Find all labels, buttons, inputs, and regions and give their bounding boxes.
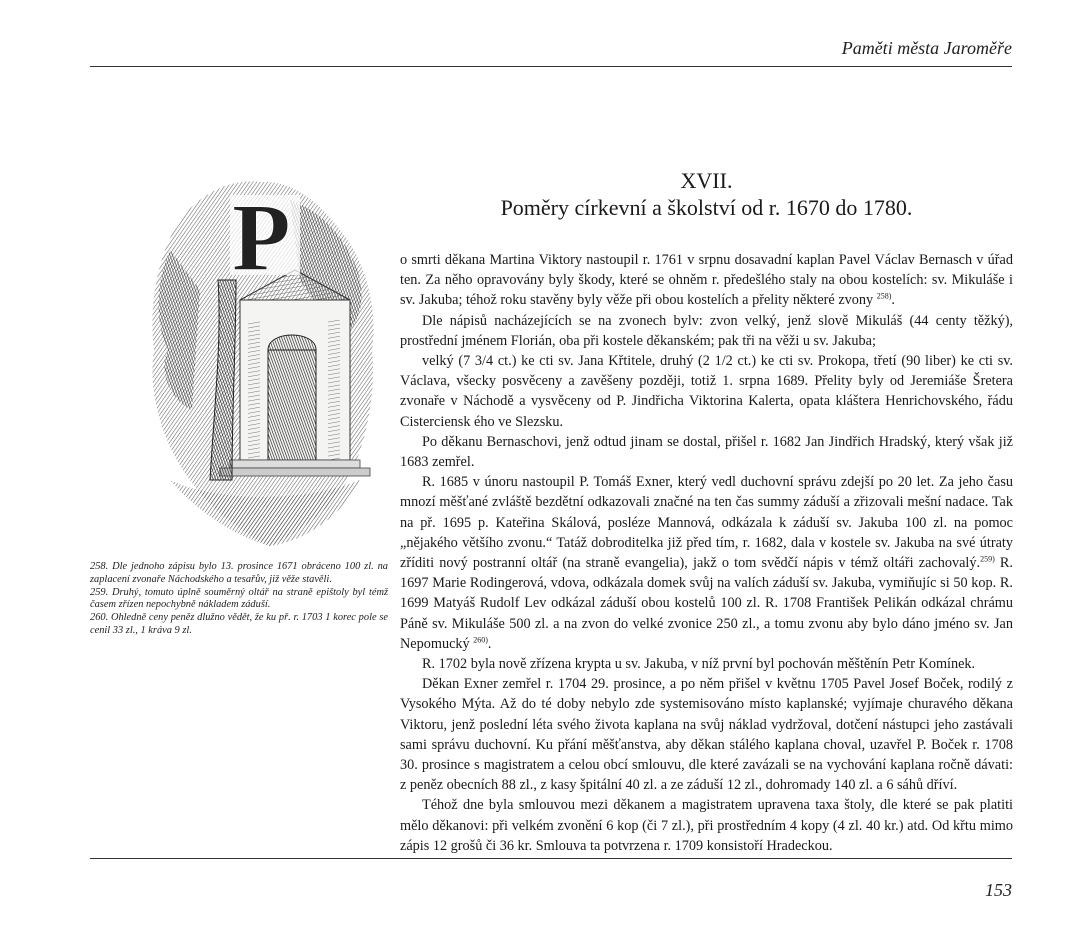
paragraph-4: Po děkanu Bernaschovi, jenž odtud jinam se dostal, přišel r. 1682 Jan Jindřich Hradský, který však již 1683 zemřel.: [400, 433, 1013, 471]
chapter-title: Poměry církevní a školství od r. 1670 do 1780.: [500, 195, 913, 220]
footer-rule: [90, 858, 1012, 859]
svg-text:P: P: [232, 184, 291, 291]
header-rule: [90, 66, 1012, 67]
footnote-260: 260. Ohledně ceny peněz dlužno vědět, že ku př. r. 1703 1 korec pole se cenil 33 zl., 1 kráva 9 zl.: [90, 612, 388, 636]
footnotes: [90, 561, 388, 638]
chapter-number: XVII.: [680, 168, 733, 193]
footnote-ref-258: 258): [876, 291, 892, 301]
paragraph-3: velký (7 3/4 ct.) ke cti sv. Jana Křtitele, druhý (2 1/2 ct.) ke cti sv. Prokopa, třetí (90 liber) ke cti sv. Václava, všecky posvěceny a zavěšeny později, totiž 1. srpna 1689. Přelity byly od Jeremiáše Šretera zvonaře v Náchodě a vysvěceny od P. Jindřicha Viktorina Kalerta, opata kláštera Henrichovského, řádu Cisterciensk ého ve Slezsku.: [400, 353, 1013, 430]
footnote-ref-259: 259): [980, 554, 995, 564]
chapter-heading: [400, 168, 1013, 222]
running-header: Paměti města Jaroměře: [841, 38, 1012, 58]
body-text: [400, 250, 1013, 856]
paragraph-2: Dle nápisů nacházejících se na zvonech bylv: zvon velký, jenž slově Mikuláš (44 centy těžký), prostřední jménem Florián, oba při kostele děkanském; pak tři na věži u sv. Jakuba;: [400, 312, 1013, 349]
footnote-259: 259. Druhý, tomuto úplně souměrný oltář na straně epištoly byl témž časem zřízen nepochybně nákladem záduší.: [90, 586, 388, 611]
paragraph-7: Děkan Exner zemřel r. 1704 29. prosince, a po něm přišel v květnu 1705 Pavel Josef Boček, rodilý z Vysokého Mýta. Až do té doby nebylo zde systemisováno místo kaplanské; vyjímaje churavého děkana Viktoru, jenž poslední léta svého života kaplana na svůj náklad vydržoval, dotčení nástupci jeho zastávali sami správu duchovní. Ku přání měšťanstva, aby děkan stálého kaplana choval, uzavřel P. Boček r. 1708 30. prosince s magistratem a celou obcí smlouvu, dle které zavázali se na vychování kaplana ročně dávati: z peněz obecních 88 zl., z kasy špitální 40 zl. a ze záduší 12 zl., dohromady 140 zl. a 6 sáhů dříví.: [400, 676, 1013, 794]
page-number: 153: [985, 880, 1012, 900]
paragraph-5: R. 1685 v únoru nastoupil P. Tomáš Exner, který vedl duchovní správu zdejší po 20 let. Za jeho času mnozí měšťané zvláště bezdětní odkazovali značné na ten čas summy záduší a zřizovali mešní nadace. Tak na př. 1695 p. Kateřina Skálová, posléze Mannová, odkázala k záduší sv. Jakuba 100 zl. na pomoc „nějakého většího zvonu.“ Tatáž dobroditelka již před tím, r. 1682, dala v kostele sv. Jakuba na své útraty zříditi nový postranní oltář (na straně evangelia), jakž o tom svědčí nápis v témž oltáři zachovalý.$^{259)}$ R. 1697 Marie Rodingerová, vdova, odkázala domek svůj na valích záduší sv. Jakuba, vymiňujíc si 50 kop. R. 1699 Matyáš Rudolf Lev odkázal záduší obou kostelů 100 zl. R. 1708 František Pelikán odkázal chrámu Páně sv. Mikuláše 500 zl. a na zvon do velké zvonice 250 zl., a tomu zvonu aby bylo dáno jméno sv. Jan Nepomucký $^{260)}$.: [400, 474, 1013, 652]
engraving-illustration: [140, 160, 380, 550]
paragraph-8: Téhož dne byla smlouvou mezi děkanem a magistratem upravena taxa štoly, dle které se pak platiti mělo děkanovi: při velkém zvonění 6 kop (či 7 zl.), při prostředním 4 kopy (4 zl. 40 kr.) atd. Od křtu mimo zápis 12 grošů či 36 kr. Smlouva ta potvrzena r. 1709 konsistoří Hradeckou.: [400, 797, 1013, 854]
engraving-chapel-with-trees-icon: [140, 160, 380, 550]
paragraph-6: R. 1702 byla nově zřízena krypta u sv. Jakuba, v níž první byl pochován měštěnín Petr Komínek.: [422, 656, 976, 673]
initial-letter: [230, 184, 300, 291]
footnote-ref-260: 260): [473, 635, 488, 645]
footnote-258: 258. Dle jednoho zápisu bylo 13. prosince 1671 obráceno 100 zl. na zaplacení zvonaře Náchodského a tesařův, již věže stavěli.: [90, 561, 388, 585]
paragraph-1: o smrti děkana Martina Viktory nastoupil r. 1761 v srpnu dosavadní kaplan Pavel Václav Bernasch v úřad ten. Za něho opravovány byly škody, které se ohněm r. předešlého staly na obou kostelích: sv. Mikuláše i sv. Jakuba; téhož roku stavěny byly věže při obou kostelích a přelity některé zvony $^{258)}$.: [400, 252, 1013, 309]
